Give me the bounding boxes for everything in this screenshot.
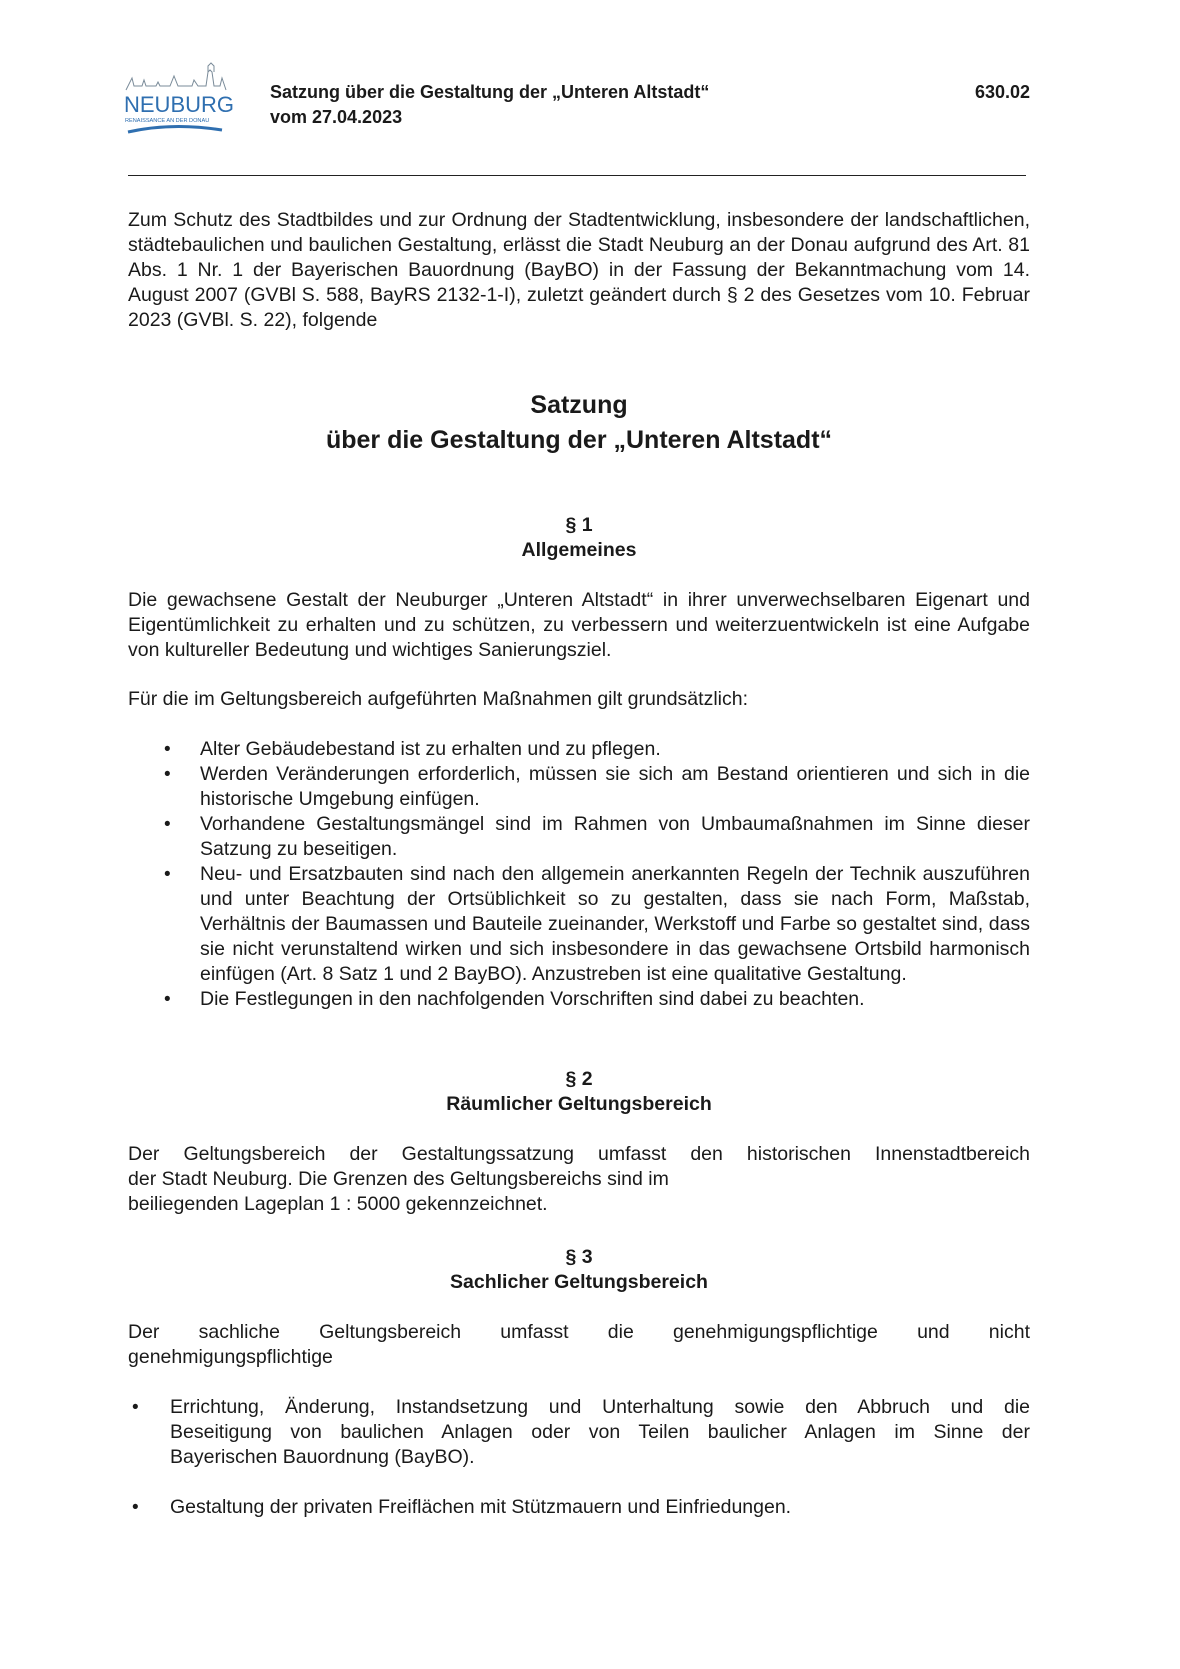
logo-tagline: RENAISSANCE AN DER DONAU bbox=[125, 118, 210, 124]
list-item bbox=[128, 987, 1030, 1012]
document-number: 630.02 bbox=[974, 82, 1030, 102]
section2-line2: der Stadt Neuburg. Die Grenzen des Geltungsbereichs sind im bbox=[128, 1168, 669, 1190]
bullet-icon: • bbox=[164, 764, 171, 785]
section3-line1: Der sachliche Geltungsbereich umfasst die genehmigungspflichtige und nicht bbox=[128, 1321, 1030, 1343]
header-title bbox=[270, 80, 870, 130]
bullet-icon: • bbox=[164, 864, 171, 885]
list-item bbox=[128, 762, 1030, 812]
main-title-line2: über die Gestaltung der „Unteren Altstadt“ bbox=[325, 426, 833, 454]
preamble-paragraph: Zum Schutz des Stadtbildes und zur Ordnung der Stadtentwicklung, insbesondere der landschaftlichen, städtebaulichen und baulichen Gestaltung, erlässt die Stadt Neuburg an der Donau aufgrund des Art. 81 Abs. 1 Nr. 1 der Bayerischen Bauordnung (BayBO) in der Fassung der Bekanntmachung vom 14. August 2007 (GVBl S. 588, BayRS 2132-1-I), zuletzt geändert durch § 2 des Gesetzes vom 10. Februar 2023 (GVBl. S. 22), folgende bbox=[128, 209, 1030, 331]
list-item-line: Errichtung, Änderung, Instandsetzung und Unterhaltung sowie den Abbruch und die bbox=[170, 1396, 1030, 1418]
section1-title: Allgemeines bbox=[521, 539, 637, 561]
list-item-text: Vorhandene Gestaltungsmängel sind im Rahmen von Umbaumaßnahmen im Sinne dieser Satzung zu beseitigen. bbox=[200, 813, 1030, 860]
section3-paragraph bbox=[128, 1320, 1030, 1370]
logo-wave-icon bbox=[128, 126, 222, 132]
document-body bbox=[128, 208, 1030, 1520]
list-item bbox=[128, 1395, 1030, 1470]
list-item bbox=[128, 737, 1030, 762]
bullet-icon: • bbox=[132, 1497, 139, 1518]
section2-paragraph bbox=[128, 1142, 1030, 1217]
section2-number: § 2 bbox=[565, 1068, 593, 1090]
bullet-icon: • bbox=[164, 814, 171, 835]
list-item bbox=[128, 812, 1030, 862]
list-item-line: Bayerischen Bauordnung (BayBO). bbox=[170, 1446, 475, 1468]
bullet-icon: • bbox=[164, 739, 171, 760]
list-item bbox=[128, 1495, 1030, 1520]
section2-line3: beiliegenden Lageplan 1 : 5000 gekennzeichnet. bbox=[128, 1193, 548, 1215]
header-divider bbox=[128, 175, 1026, 176]
neuburg-logo bbox=[122, 60, 242, 150]
list-item-line: Beseitigung von baulichen Anlagen oder von Teilen baulicher Anlagen im Sinne der bbox=[170, 1421, 1030, 1443]
list-item bbox=[128, 862, 1030, 987]
section3-bullet-list bbox=[128, 1395, 1030, 1520]
list-item-text: Die Festlegungen in den nachfolgenden Vorschriften sind dabei zu beachten. bbox=[200, 988, 865, 1010]
header-title-line1: Satzung über die Gestaltung der „Unteren Altstadt“ bbox=[270, 82, 710, 102]
bullet-icon: • bbox=[164, 989, 171, 1010]
header-title-line2: vom 27.04.2023 bbox=[270, 107, 403, 127]
bullet-icon: • bbox=[132, 1397, 139, 1418]
neuburg-skyline-icon bbox=[122, 60, 242, 150]
section1-paragraph: Die gewachsene Gestalt der Neuburger „Unteren Altstadt“ in ihrer unverwechselbaren Eigenart und Eigentümlichkeit zu erhalten und zu schützen, zu verbessern und weiterzuentwickeln ist eine Aufgabe von kultureller Bedeutung und wichtiges Sanierungsziel. bbox=[128, 589, 1030, 661]
list-item-line: Gestaltung der privaten Freiflächen mit Stützmauern und Einfriedungen. bbox=[170, 1496, 792, 1518]
section1-bullet-list bbox=[128, 737, 1030, 1012]
section2-title: Räumlicher Geltungsbereich bbox=[446, 1093, 712, 1115]
section3-line2: genehmigungspflichtige bbox=[128, 1346, 333, 1368]
section3-number: § 3 bbox=[565, 1246, 593, 1268]
section1-intro: Für die im Geltungsbereich aufgeführten Maßnahmen gilt grundsätzlich: bbox=[128, 688, 748, 710]
logo-wordmark: NEUBURG bbox=[124, 92, 235, 117]
list-item-text: Werden Veränderungen erforderlich, müssen sie sich am Bestand orientieren und sich in die historische Umgebung einfügen. bbox=[200, 763, 1030, 810]
list-item-text: Neu- und Ersatzbauten sind nach den allgemein anerkannten Regeln der Technik auszuführen und unter Beachtung der Ortsüblichkeit so zu gestalten, dass sie nach Form, Maßstab, Verhältnis der Baumassen und Bauteile zueinander, Werkstoff und Farbe so gestaltet sind, dass sie nicht verunstaltend wirken und sich insbesondere in das gewachsene Ortsbild harmonisch einfügen (Art. 8 Satz 1 und 2 BayBO). Anzustreben ist eine qualitative Gestaltung. bbox=[200, 863, 1030, 985]
section3-title: Sachlicher Geltungsbereich bbox=[450, 1271, 708, 1293]
section2-line1: Der Geltungsbereich der Gestaltungssatzung umfasst den historischen Innenstadtbereich bbox=[128, 1143, 1030, 1165]
section1-number: § 1 bbox=[565, 514, 593, 536]
list-item-text: Alter Gebäudebestand ist zu erhalten und zu pflegen. bbox=[200, 738, 661, 760]
main-title-line1: Satzung bbox=[530, 391, 628, 419]
